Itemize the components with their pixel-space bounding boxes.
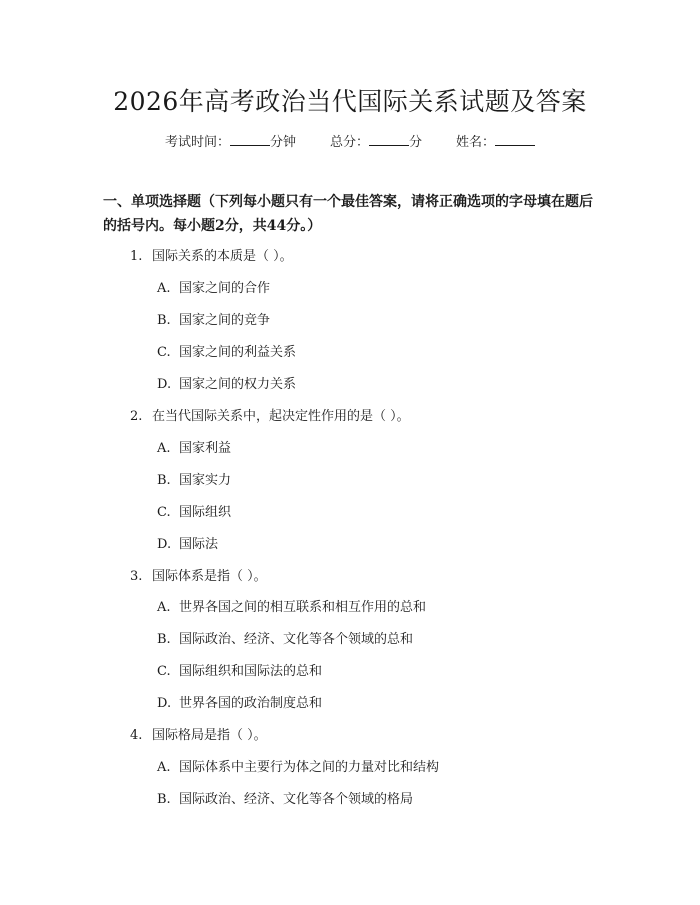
score-blank [369,133,409,146]
option-letter: A. [157,760,171,775]
name-label: 姓名： [456,135,496,150]
option-item [157,469,231,488]
option-text: 国家实力 [179,473,232,488]
option-item [157,277,270,296]
time-label: 考试时间： [164,135,230,150]
option-letter: B. [157,473,171,488]
question-stem [130,405,410,424]
option-letter: A. [157,441,171,456]
option-letter: B. [157,792,171,807]
question-text: 在当代国际关系中，起决定性作用的是（ ）。 [152,409,410,424]
option-text: 世界各国的政治制度总和 [179,696,323,711]
option-item [157,533,218,552]
option-text: 国际政治、经济、文化等各个领域的总和 [179,632,414,647]
option-text: 国际组织和国际法的总和 [179,664,323,679]
option-letter: D. [157,696,172,711]
option-item [157,756,439,775]
option-item [157,628,413,647]
question-stem [130,565,267,584]
question-stem [130,724,267,743]
option-item [157,660,322,679]
question-text: 国际关系的本质是（ ）。 [152,249,293,264]
page-title: 2026年高考政治当代国际关系试题及答案 [113,87,587,116]
score-label: 总分： [329,135,369,150]
option-item [157,373,296,392]
option-item [157,341,296,360]
option-text: 世界各国之间的相互联系和相互作用的总和 [179,600,427,615]
question-number: 1. [130,249,143,264]
option-item [157,437,231,456]
question-number: 3. [130,569,143,584]
time-blank [230,133,270,146]
option-letter: D. [157,537,172,552]
name-blank [495,133,535,146]
score-unit: 分 [409,135,423,150]
option-text: 国家之间的利益关系 [179,345,297,360]
option-text: 国家利益 [179,441,232,456]
option-letter: B. [157,313,171,328]
option-letter: D. [157,377,172,392]
option-letter: C. [157,505,171,520]
option-text: 国家之间的竞争 [179,313,271,328]
question-number: 2. [130,409,143,424]
option-item [157,501,231,520]
option-item [157,596,426,615]
question-stem [130,245,293,264]
option-text: 国际法 [179,537,219,552]
option-letter: B. [157,632,171,647]
question-text: 国际体系是指（ ）。 [152,569,267,584]
option-text: 国家之间的权力关系 [179,377,297,392]
option-letter: A. [157,281,171,296]
option-text: 国际组织 [179,505,232,520]
option-letter: A. [157,600,171,615]
option-letter: C. [157,664,171,679]
option-item [157,692,322,711]
exam-meta-line [0,131,700,150]
option-item [157,309,270,328]
question-text: 国际格局是指（ ）。 [152,728,267,743]
question-number: 4. [130,728,143,743]
option-text: 国家之间的合作 [179,281,271,296]
option-letter: C. [157,345,171,360]
option-text: 国际体系中主要行为体之间的力量对比和结构 [179,760,440,775]
option-item [157,788,413,807]
option-text: 国际政治、经济、文化等各个领域的格局 [179,792,414,807]
section-heading: 一、单项选择题（下列每小题只有一个最佳答案，请将正确选项的字母填在题后的括号内。每小题2分，共44分。） [103,194,593,234]
time-unit: 分钟 [269,135,296,150]
